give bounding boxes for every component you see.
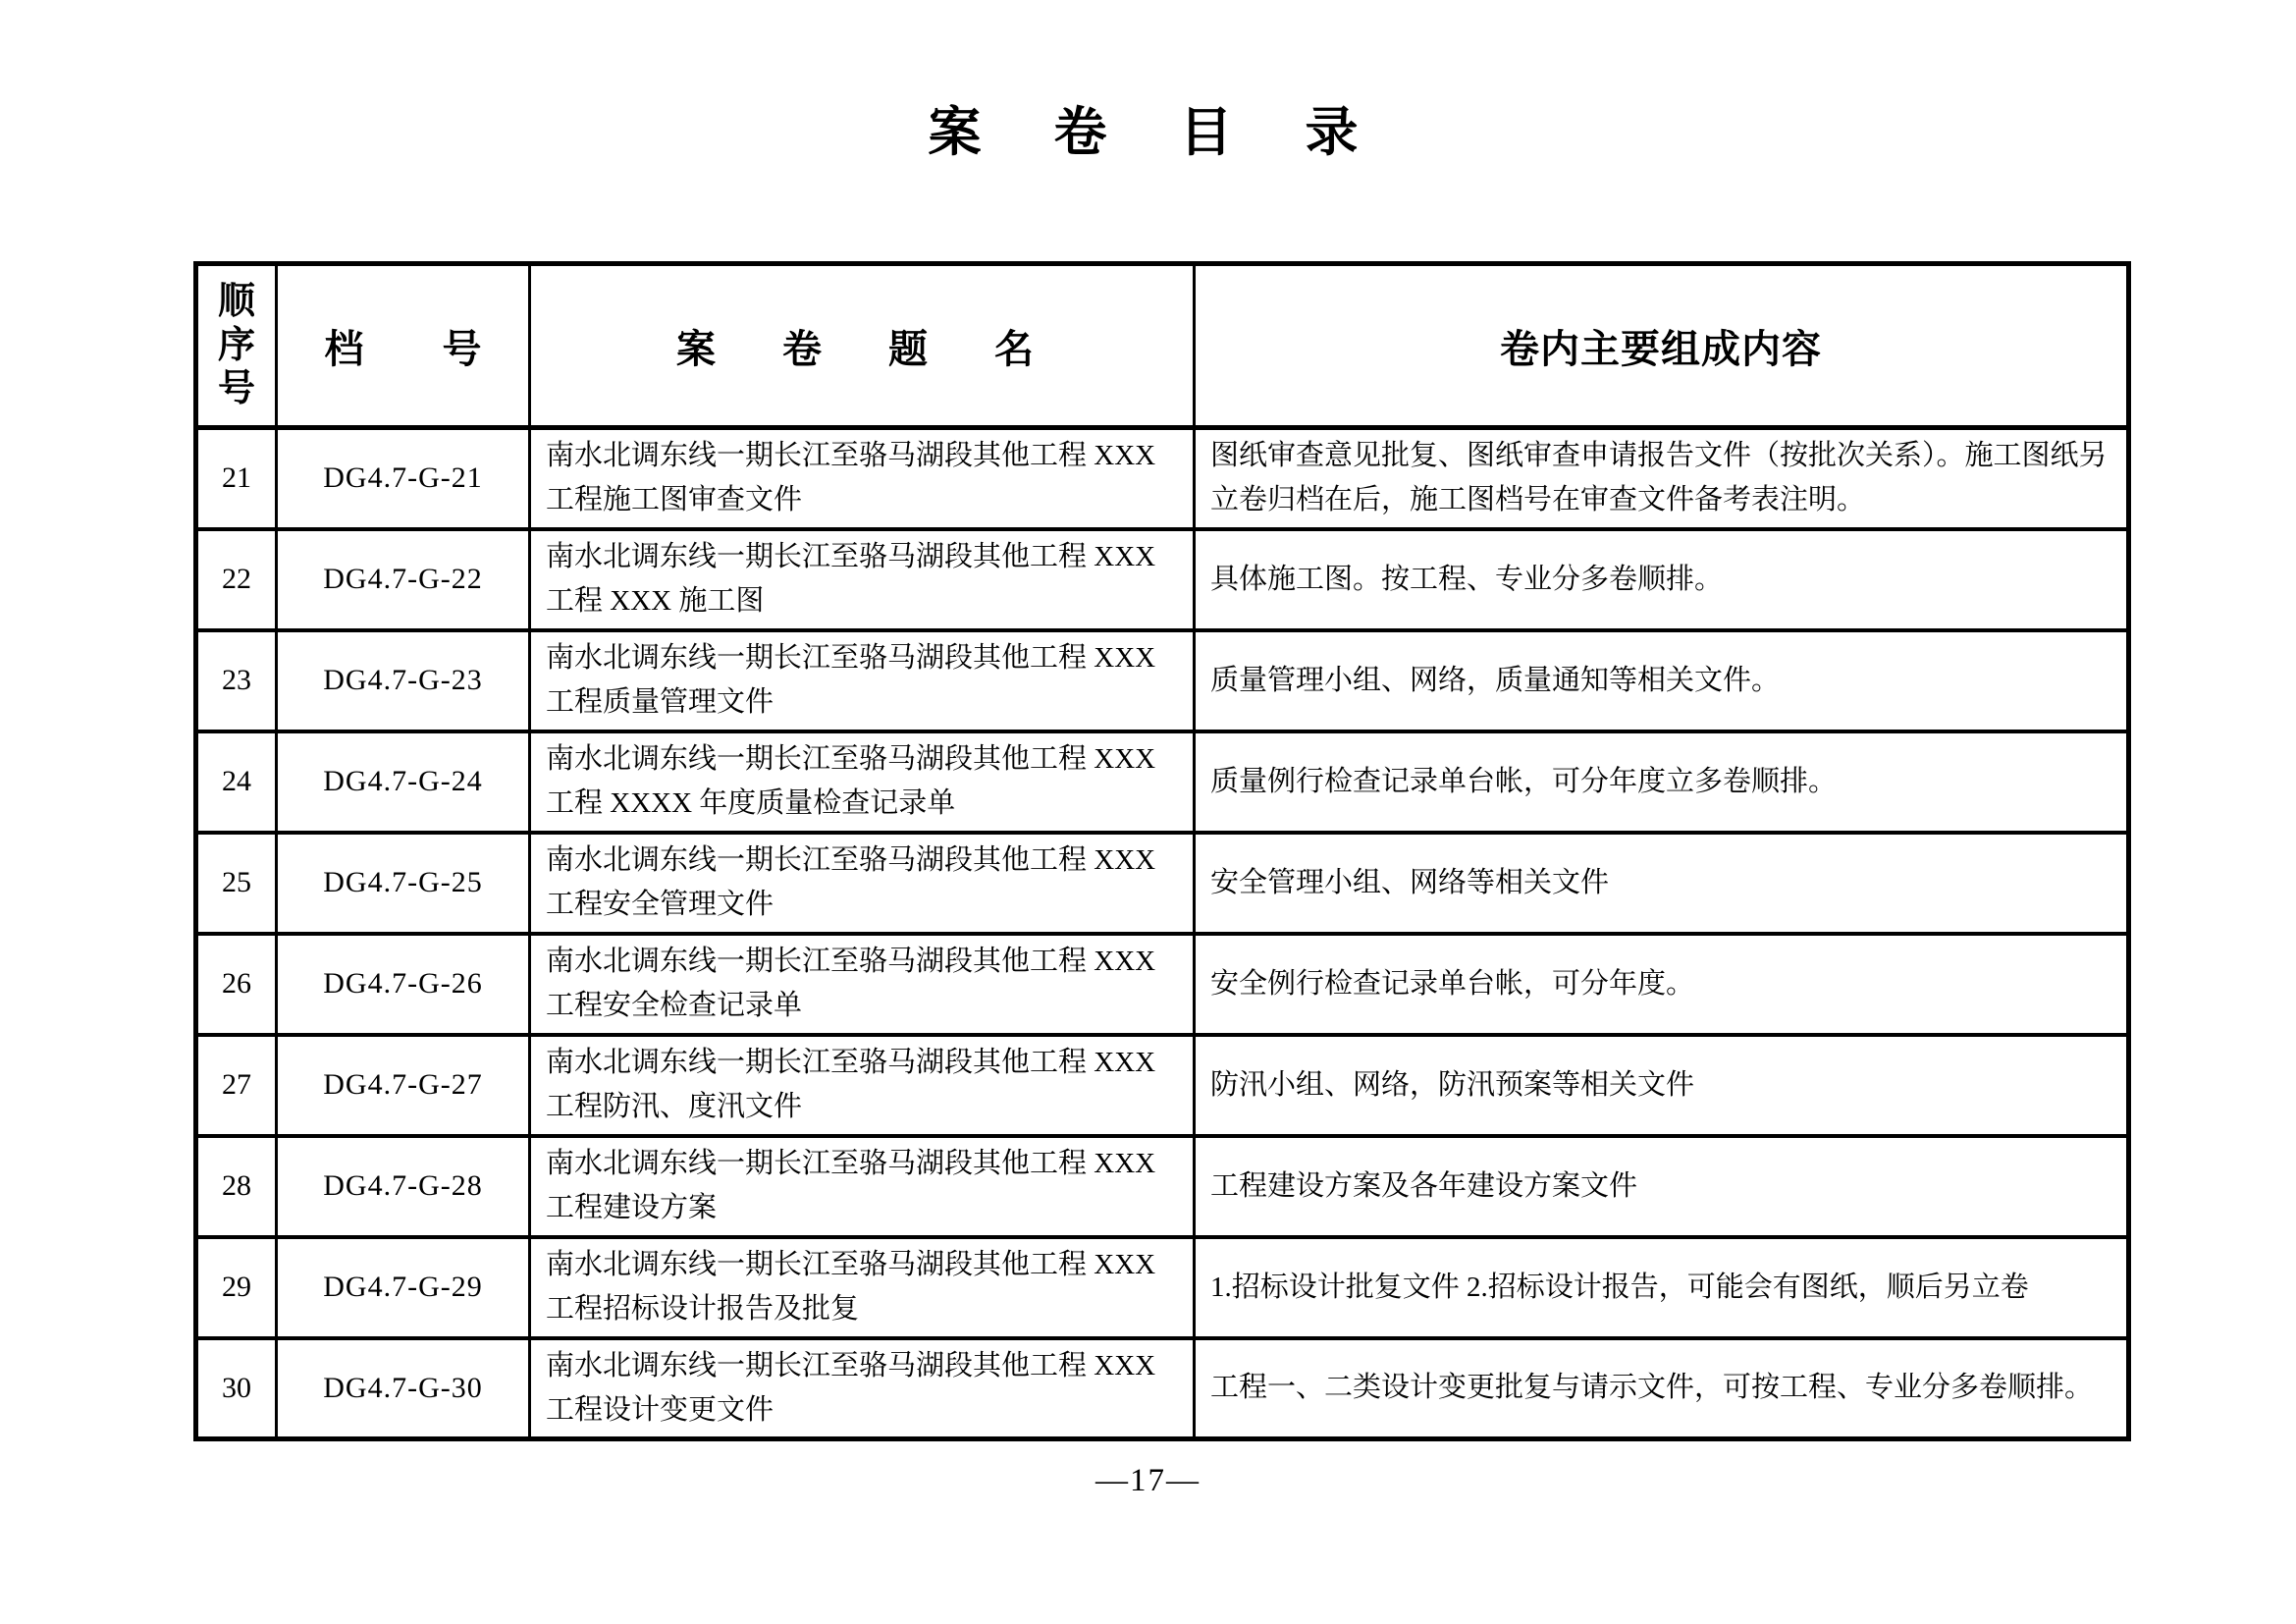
content-cell: 安全管理小组、网络等相关文件 xyxy=(1195,833,2129,934)
title-cell: 南水北调东线一期长江至骆马湖段其他工程 XXX 工程建设方案 xyxy=(530,1136,1195,1237)
col-header-file-no: 档 号 xyxy=(277,264,530,428)
table-row xyxy=(196,934,2129,1035)
table-row xyxy=(196,1338,2129,1439)
page-number: —17— xyxy=(1095,1463,1201,1498)
seq-cell: 22 xyxy=(196,529,277,630)
table-row xyxy=(196,1035,2129,1136)
file-no-cell: DG4.7-G-26 xyxy=(277,934,530,1035)
title-cell: 南水北调东线一期长江至骆马湖段其他工程 XXX 工程施工图审查文件 xyxy=(530,428,1195,529)
seq-cell: 30 xyxy=(196,1338,277,1439)
seq-cell: 21 xyxy=(196,428,277,529)
file-no-cell: DG4.7-G-25 xyxy=(277,833,530,934)
content-cell: 工程建设方案及各年建设方案文件 xyxy=(1195,1136,2129,1237)
table-header-row xyxy=(196,264,2129,428)
seq-cell: 24 xyxy=(196,731,277,833)
table-row xyxy=(196,833,2129,934)
file-no-cell: DG4.7-G-27 xyxy=(277,1035,530,1136)
page-title: 案 卷 目 录 xyxy=(928,103,1368,162)
table-row xyxy=(196,630,2129,731)
seq-cell: 29 xyxy=(196,1237,277,1338)
title-cell: 南水北调东线一期长江至骆马湖段其他工程 XXX 工程设计变更文件 xyxy=(530,1338,1195,1439)
title-cell: 南水北调东线一期长江至骆马湖段其他工程 XXX 工程招标设计报告及批复 xyxy=(530,1237,1195,1338)
content-cell: 图纸审查意见批复、图纸审查申请报告文件（按批次关系）。施工图纸另立卷归档在后，施工图档号在审查文件备考表注明。 xyxy=(1195,428,2129,529)
title-cell: 南水北调东线一期长江至骆马湖段其他工程 XXX 工程 XXXX 年度质量检查记录单 xyxy=(530,731,1195,833)
seq-cell: 23 xyxy=(196,630,277,731)
title-cell: 南水北调东线一期长江至骆马湖段其他工程 XXX 工程质量管理文件 xyxy=(530,630,1195,731)
file-no-cell: DG4.7-G-22 xyxy=(277,529,530,630)
table-row xyxy=(196,1237,2129,1338)
table-row xyxy=(196,731,2129,833)
file-no-cell: DG4.7-G-29 xyxy=(277,1237,530,1338)
seq-cell: 25 xyxy=(196,833,277,934)
file-no-cell: DG4.7-G-30 xyxy=(277,1338,530,1439)
content-cell: 防汛小组、网络，防汛预案等相关文件 xyxy=(1195,1035,2129,1136)
table-row xyxy=(196,529,2129,630)
col-header-seq xyxy=(196,264,277,428)
seq-cell: 28 xyxy=(196,1136,277,1237)
file-no-cell: DG4.7-G-28 xyxy=(277,1136,530,1237)
content-cell: 具体施工图。按工程、专业分多卷顺排。 xyxy=(1195,529,2129,630)
table-row xyxy=(196,1136,2129,1237)
content-cell: 安全例行检查记录单台帐，可分年度。 xyxy=(1195,934,2129,1035)
content-cell: 1.招标设计批复文件 2.招标设计报告，可能会有图纸，顺后另立卷 xyxy=(1195,1237,2129,1338)
catalog-table xyxy=(193,261,2131,1441)
title-cell: 南水北调东线一期长江至骆马湖段其他工程 XXX 工程安全管理文件 xyxy=(530,833,1195,934)
file-no-cell: DG4.7-G-21 xyxy=(277,428,530,529)
table-row xyxy=(196,428,2129,529)
file-no-cell: DG4.7-G-23 xyxy=(277,630,530,731)
file-no-cell: DG4.7-G-24 xyxy=(277,731,530,833)
seq-cell: 26 xyxy=(196,934,277,1035)
content-cell: 工程一、二类设计变更批复与请示文件，可按工程、专业分多卷顺排。 xyxy=(1195,1338,2129,1439)
content-cell: 质量例行检查记录单台帐，可分年度立多卷顺排。 xyxy=(1195,731,2129,833)
col-header-content: 卷内主要组成内容 xyxy=(1195,264,2129,428)
col-header-seq-label: 顺序号 xyxy=(217,280,255,410)
col-header-title: 案 卷 题 名 xyxy=(530,264,1195,428)
title-cell: 南水北调东线一期长江至骆马湖段其他工程 XXX 工程安全检查记录单 xyxy=(530,934,1195,1035)
seq-cell: 27 xyxy=(196,1035,277,1136)
content-cell: 质量管理小组、网络，质量通知等相关文件。 xyxy=(1195,630,2129,731)
title-cell: 南水北调东线一期长江至骆马湖段其他工程 XXX 工程防汛、度汛文件 xyxy=(530,1035,1195,1136)
title-cell: 南水北调东线一期长江至骆马湖段其他工程 XXX 工程 XXX 施工图 xyxy=(530,529,1195,630)
